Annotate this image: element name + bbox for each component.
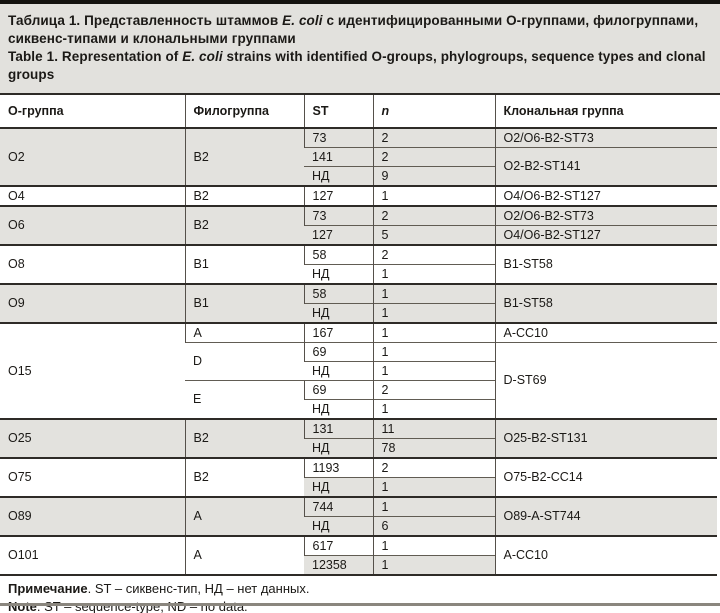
note-ru <box>8 580 710 598</box>
phylo-cell: B1 <box>185 245 304 284</box>
st-cell: 69 <box>304 380 373 399</box>
n-cell: 1 <box>373 284 495 304</box>
n-cell: 1 <box>373 264 495 284</box>
table-title-ru <box>8 12 710 48</box>
n-cell: 1 <box>373 303 495 323</box>
o-cell: O101 <box>0 536 185 575</box>
n-cell: 2 <box>373 147 495 166</box>
n-cell: 1 <box>373 477 495 497</box>
n-cell: 1 <box>373 323 495 343</box>
n-cell: 2 <box>373 380 495 399</box>
table-header <box>0 95 717 128</box>
col-header-phylogroup: Филогруппа <box>185 95 304 128</box>
n-cell: 1 <box>373 536 495 556</box>
clonal-cell: O25-B2-ST131 <box>495 419 717 458</box>
st-cell: 12358 <box>304 555 373 575</box>
phylo-cell: E <box>185 380 304 419</box>
o-cell: O4 <box>0 186 185 206</box>
table-row <box>0 245 717 265</box>
phylo-cell: B2 <box>185 128 304 186</box>
n-cell: 78 <box>373 438 495 458</box>
n-cell: 5 <box>373 225 495 245</box>
n-cell: 1 <box>373 342 495 361</box>
st-cell: 167 <box>304 323 373 343</box>
table-caption <box>0 4 720 95</box>
title-ru-text: Таблица 1. Представленность штаммов <box>8 13 283 28</box>
note-ru-label: Примечание <box>8 580 88 596</box>
o-cell: O9 <box>0 284 185 323</box>
phylo-cell: D <box>185 342 304 380</box>
table-row <box>0 128 717 148</box>
bottom-rule <box>0 603 720 606</box>
o-cell: O2 <box>0 128 185 186</box>
phylo-cell: B1 <box>185 284 304 323</box>
o-cell: O8 <box>0 245 185 284</box>
phylo-cell: A <box>185 323 304 343</box>
col-header-st: ST <box>304 95 373 128</box>
n-cell: 1 <box>373 555 495 575</box>
st-cell: НД <box>304 264 373 284</box>
o-cell: O25 <box>0 419 185 458</box>
col-header-clonal-group: Клональная группа <box>495 95 717 128</box>
st-cell: 744 <box>304 497 373 517</box>
n-cell: 1 <box>373 361 495 380</box>
table-body <box>0 128 717 575</box>
st-cell: 617 <box>304 536 373 556</box>
st-cell: 1193 <box>304 458 373 478</box>
n-cell: 2 <box>373 128 495 148</box>
clonal-cell: A-CC10 <box>495 536 717 575</box>
clonal-cell: O2-B2-ST141 <box>495 147 717 186</box>
clonal-cell: D-ST69 <box>495 342 717 419</box>
n-cell: 1 <box>373 186 495 206</box>
st-cell: 141 <box>304 147 373 166</box>
st-cell: НД <box>304 516 373 536</box>
st-cell: 69 <box>304 342 373 361</box>
clonal-cell: O2/O6-B2-ST73 <box>495 128 717 148</box>
st-cell: 127 <box>304 186 373 206</box>
st-cell: НД <box>304 361 373 380</box>
st-cell: НД <box>304 477 373 497</box>
clonal-cell: B1-ST58 <box>495 284 717 323</box>
clonal-cell: O4/O6-B2-ST127 <box>495 186 717 206</box>
n-cell: 9 <box>373 166 495 186</box>
table-row <box>0 536 717 556</box>
o-cell: O75 <box>0 458 185 497</box>
n-cell: 2 <box>373 245 495 265</box>
col-header-n: n <box>373 95 495 128</box>
o-cell: O89 <box>0 497 185 536</box>
o-cell: O15 <box>0 323 185 419</box>
n-cell: 2 <box>373 458 495 478</box>
phylo-cell: B2 <box>185 458 304 497</box>
note-ru-text: . ST – сиквенс-тип, НД – нет данных. <box>87 580 310 596</box>
n-cell: 6 <box>373 516 495 536</box>
title-ru-text-2: с идентифицированными О-группами, филогруппами, сиквенс-типами и клональными группами <box>8 13 699 46</box>
st-cell: 73 <box>304 128 373 148</box>
n-cell: 2 <box>373 206 495 226</box>
table-notes <box>0 576 720 613</box>
phylo-cell: B2 <box>185 186 304 206</box>
clonal-cell: O89-A-ST744 <box>495 497 717 536</box>
title-en-species: E. coli <box>182 48 223 64</box>
st-cell: 73 <box>304 206 373 226</box>
title-en-text: Table 1. Representation of <box>8 48 183 64</box>
col-header-o-group: О-группа <box>0 95 185 128</box>
phylo-cell: B2 <box>185 419 304 458</box>
clonal-cell: O2/O6-B2-ST73 <box>495 206 717 226</box>
table-row <box>0 206 717 226</box>
st-cell: 58 <box>304 245 373 265</box>
phylo-cell: A <box>185 536 304 575</box>
title-en-text-2: strains with identified O-groups, phylogroups, sequence types and clonal groups <box>8 48 706 82</box>
table-row <box>0 497 717 517</box>
table-row <box>0 284 717 304</box>
st-cell: 58 <box>304 284 373 304</box>
header-row <box>0 95 717 128</box>
st-cell: 127 <box>304 225 373 245</box>
table-row <box>0 419 717 439</box>
phylo-cell: B2 <box>185 206 304 245</box>
table-row <box>0 458 717 478</box>
st-cell: НД <box>304 438 373 458</box>
table-row <box>0 323 717 343</box>
clonal-cell: A-CC10 <box>495 323 717 343</box>
clonal-cell: B1-ST58 <box>495 245 717 284</box>
st-cell: НД <box>304 166 373 186</box>
clonal-cell: O4/O6-B2-ST127 <box>495 225 717 245</box>
clonal-cell: O75-B2-CC14 <box>495 458 717 497</box>
n-cell: 1 <box>373 399 495 419</box>
n-cell: 11 <box>373 419 495 439</box>
st-cell: 131 <box>304 419 373 439</box>
st-cell: НД <box>304 399 373 419</box>
table-row <box>0 186 717 206</box>
phylo-cell: A <box>185 497 304 536</box>
table-title-en <box>8 48 710 84</box>
n-cell: 1 <box>373 497 495 517</box>
o-cell: O6 <box>0 206 185 245</box>
title-ru-species: E. coli <box>282 13 323 28</box>
st-cell: НД <box>304 303 373 323</box>
data-table <box>0 95 717 576</box>
